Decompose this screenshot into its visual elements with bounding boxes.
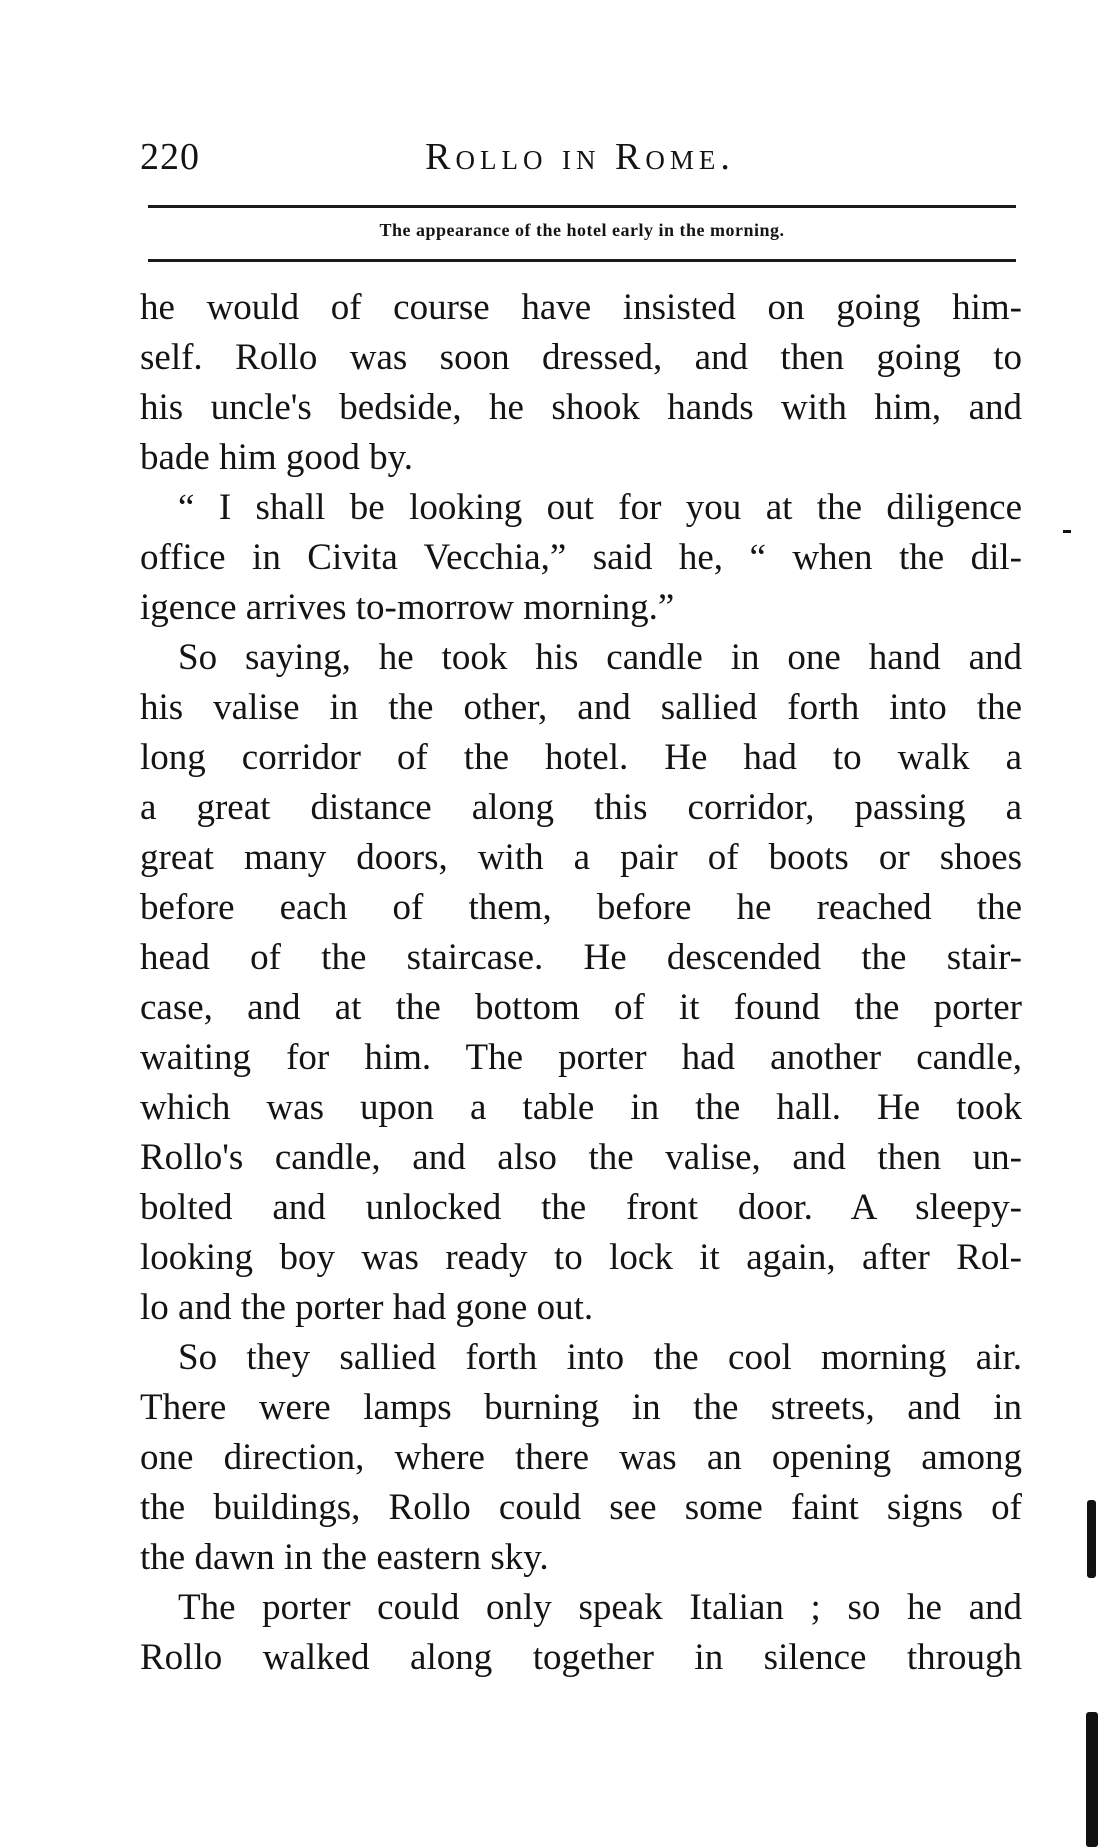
- text-line: So saying, he took his candle in one hand and: [178, 637, 1022, 678]
- text-line: his valise in the other, and sallied forth into the: [140, 687, 1022, 728]
- page-number: 220: [140, 136, 200, 178]
- text-line: office in Civita Vecchia,” said he, “ when the dil-: [140, 537, 1022, 578]
- running-title: Rollo in Rome.: [425, 136, 735, 178]
- text-line: the dawn in the eastern sky.: [140, 1537, 549, 1578]
- body-text: [140, 283, 1022, 1683]
- header-rule-top: [148, 205, 1016, 208]
- text-line: igence arrives to-morrow morning.”: [140, 587, 675, 628]
- edge-mark: [1086, 1712, 1098, 1847]
- text-line: one direction, where there was an opening among: [140, 1437, 1022, 1478]
- margin-mark: [1063, 530, 1071, 533]
- text-line: The porter could only speak Italian ; so he and: [178, 1587, 1022, 1628]
- edge-mark: [1087, 1500, 1096, 1578]
- text-line: bolted and unlocked the front door. A sleepy-: [140, 1187, 1022, 1228]
- text-line: before each of them, before he reached the: [140, 887, 1022, 928]
- text-line: Rollo's candle, and also the valise, and then un-: [140, 1137, 1022, 1178]
- text-line: which was upon a table in the hall. He took: [140, 1087, 1022, 1128]
- text-line: lo and the porter had gone out.: [140, 1287, 594, 1328]
- text-line: So they sallied forth into the cool morning air.: [178, 1337, 1022, 1378]
- text-line: long corridor of the hotel. He had to walk a: [140, 737, 1022, 778]
- page-header: [140, 135, 1020, 185]
- text-line: waiting for him. The porter had another candle,: [140, 1037, 1022, 1078]
- text-line: Rollo walked along together in silence through: [140, 1637, 1022, 1678]
- section-subheading: The appearance of the hotel early in the morning.: [379, 220, 785, 240]
- text-line: case, and at the bottom of it found the porter: [140, 987, 1022, 1028]
- text-line: he would of course have insisted on going him-: [140, 287, 1022, 328]
- text-line: “ I shall be looking out for you at the diligence: [178, 487, 1022, 528]
- text-line: his uncle's bedside, he shook hands with him, and: [140, 387, 1022, 428]
- text-line: There were lamps burning in the streets, and in: [140, 1387, 1022, 1428]
- text-line: the buildings, Rollo could see some faint signs of: [140, 1487, 1022, 1528]
- text-line: a great distance along this corridor, passing a: [140, 787, 1022, 828]
- text-line: great many doors, with a pair of boots or shoes: [140, 837, 1022, 878]
- text-line: looking boy was ready to lock it again, after Rol-: [140, 1237, 1022, 1278]
- text-line: head of the staircase. He descended the stair-: [140, 937, 1022, 978]
- header-rule-bottom: [148, 259, 1016, 262]
- text-line: self. Rollo was soon dressed, and then going to: [140, 337, 1022, 378]
- text-line: bade him good by.: [140, 437, 414, 478]
